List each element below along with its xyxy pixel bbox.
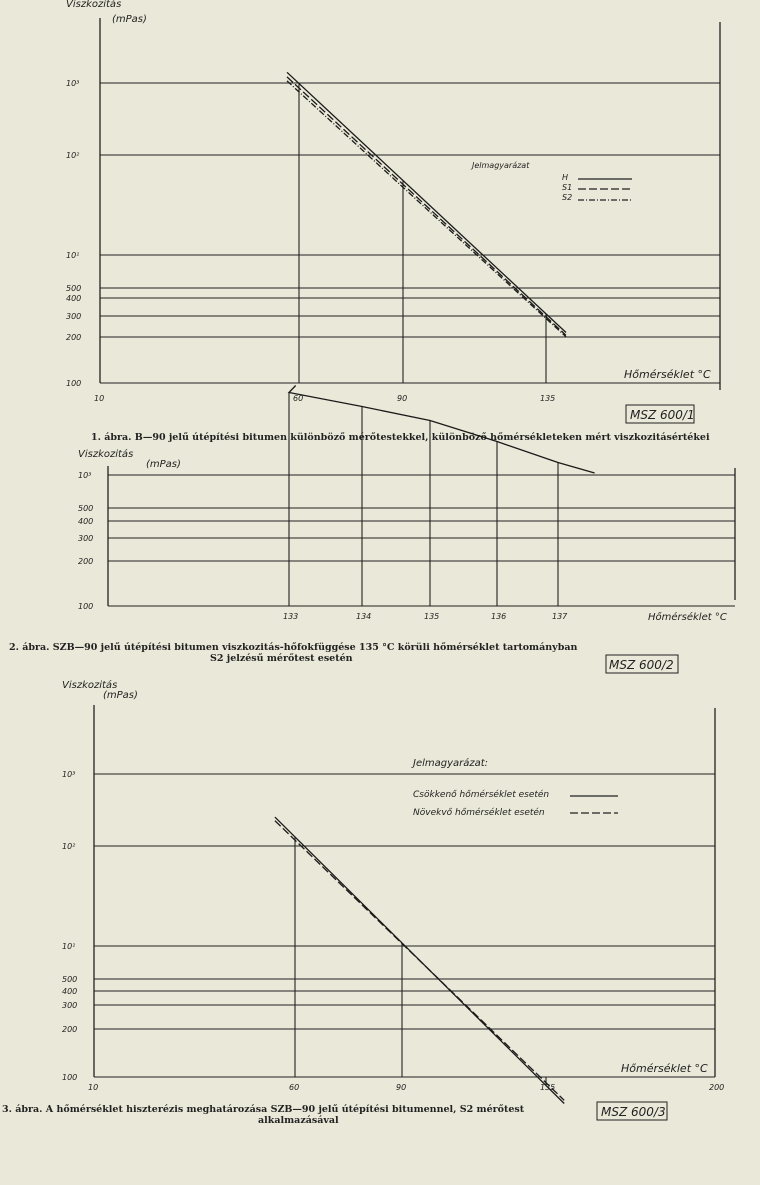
chart-3-series <box>275 817 564 1103</box>
chart-3 <box>2 679 724 1126</box>
chart-2-ylabel: Viszkozitás <box>78 449 134 460</box>
chart-2 <box>9 386 735 674</box>
y-tick-label: 300 <box>78 534 94 543</box>
chart-3-x-tick-labels <box>88 1083 724 1092</box>
chart-3-y-tick-labels <box>62 770 77 1082</box>
y-tick-label: 500 <box>62 975 78 984</box>
y-tick-label: 400 <box>66 294 82 303</box>
chart-1-drop-lines <box>299 83 546 383</box>
chart-1-legend-title: Jelmagyarázat <box>472 161 530 170</box>
chart-3-ylabel: Viszkozitás <box>62 680 118 691</box>
y-tick-label: 10³ <box>66 79 80 88</box>
chart-1 <box>66 0 720 443</box>
x-tick-label: 60 <box>289 1083 300 1092</box>
chart-2-drop-lines <box>289 393 558 607</box>
x-tick-label: 135 <box>540 1083 556 1092</box>
y-tick-label: 10¹ <box>62 942 76 951</box>
y-tick-label: 200 <box>66 333 82 342</box>
chart-1-yunit: (mPas) <box>112 14 147 25</box>
chart-3-yunit: (mPas) <box>103 690 138 701</box>
chart-2-caption-line1: 2. ábra. SZB—90 jelű útépítési bitumen viszkozitás-hőfokfüggése 135 °C körüli hőmérséklet tartományban <box>9 642 578 653</box>
chart-2-yunit: (mPas) <box>146 459 181 470</box>
y-tick-label: 500 <box>66 284 82 293</box>
x-tick-label: 134 <box>356 612 372 621</box>
y-tick-label: 10² <box>66 151 80 160</box>
y-tick-label: 10³ <box>78 471 92 480</box>
x-tick-label: 60 <box>293 394 304 403</box>
y-tick-label: 400 <box>78 517 94 526</box>
series-line <box>275 821 564 1101</box>
x-tick-label: 10 <box>88 1083 99 1092</box>
y-tick-label: 300 <box>62 1001 78 1010</box>
chart-3-gridlines <box>94 774 715 1077</box>
chart-3-caption-line1: 3. ábra. A hőmérséklet hiszterézis meghatározása SZB—90 jelű útépítési bitumennel, S2 mérőtest <box>2 1104 525 1115</box>
chart-3-caption-line2: alkalmazásával <box>258 1115 339 1126</box>
x-tick-label: 133 <box>283 612 299 621</box>
chart-1-stamp <box>626 405 695 423</box>
chart-1-caption: 1. ábra. B—90 jelű útépítési bitumen különböző mérőtestekkel, különböző hőmérsékleteken mért viszkozitásértékei <box>91 432 710 443</box>
chart-1-gridlines <box>100 83 720 383</box>
chart-2-xlabel: Hőmérséklet °C <box>648 612 727 623</box>
y-tick-label: 100 <box>62 1073 78 1082</box>
chart-2-gridlines <box>108 475 735 606</box>
chart-1-legend-label-s2: S2 <box>562 193 573 202</box>
x-tick-label: 10 <box>94 394 105 403</box>
chart-3-stamp-text: MSZ 600/3 <box>601 1105 666 1119</box>
y-tick-label: 100 <box>78 602 94 611</box>
x-tick-label: 90 <box>397 394 408 403</box>
chart-3-legend-title: Jelmagyarázat: <box>413 758 489 769</box>
y-tick-label: 100 <box>66 379 82 388</box>
chart-1-legend-label-h: H <box>562 173 569 182</box>
chart-1-y-tick-labels <box>66 79 81 388</box>
y-tick-label: 10³ <box>62 770 76 779</box>
chart-2-stamp-text: MSZ 600/2 <box>609 658 674 672</box>
x-tick-label: 90 <box>396 1083 407 1092</box>
chart-2-stamp <box>606 655 678 673</box>
chart-1-ylabel: Viszkozitás <box>66 0 122 10</box>
chart-3-legend-label-decreasing: Csökkenő hőmérséklet esetén <box>413 790 550 800</box>
chart-3-stamp <box>597 1102 667 1120</box>
y-tick-label: 200 <box>78 557 94 566</box>
x-tick-label: 137 <box>552 612 568 621</box>
chart-3-legend-label-increasing: Növekvő hőmérséklet esetén <box>413 808 545 818</box>
x-tick-label: 135 <box>424 612 440 621</box>
x-tick-label: 135 <box>540 394 556 403</box>
chart-3-xlabel: Hőmérséklet °C <box>621 1062 708 1075</box>
chart-2-x-tick-labels <box>283 612 568 621</box>
chart-1-stamp-text: MSZ 600/1 <box>630 408 695 422</box>
chart-1-xlabel: Hőmérséklet °C <box>624 368 711 381</box>
chart-1-legend-label-s1: S1 <box>562 183 573 192</box>
y-tick-label: 10¹ <box>66 251 80 260</box>
y-tick-label: 10² <box>62 842 76 851</box>
chart-2-y-tick-labels <box>78 471 93 611</box>
x-tick-label: 136 <box>491 612 507 621</box>
y-tick-label: 200 <box>62 1025 78 1034</box>
chart-3-legend <box>411 757 618 818</box>
chart-1-x-tick-labels <box>94 394 555 403</box>
chart-1-legend <box>470 161 632 202</box>
y-tick-label: 300 <box>66 312 82 321</box>
x-tick-label: 200 <box>709 1083 725 1092</box>
y-tick-label: 400 <box>62 987 78 996</box>
chart-2-caption-line2: S2 jelzésű mérőtest esetén <box>210 653 353 664</box>
y-tick-label: 500 <box>78 504 94 513</box>
